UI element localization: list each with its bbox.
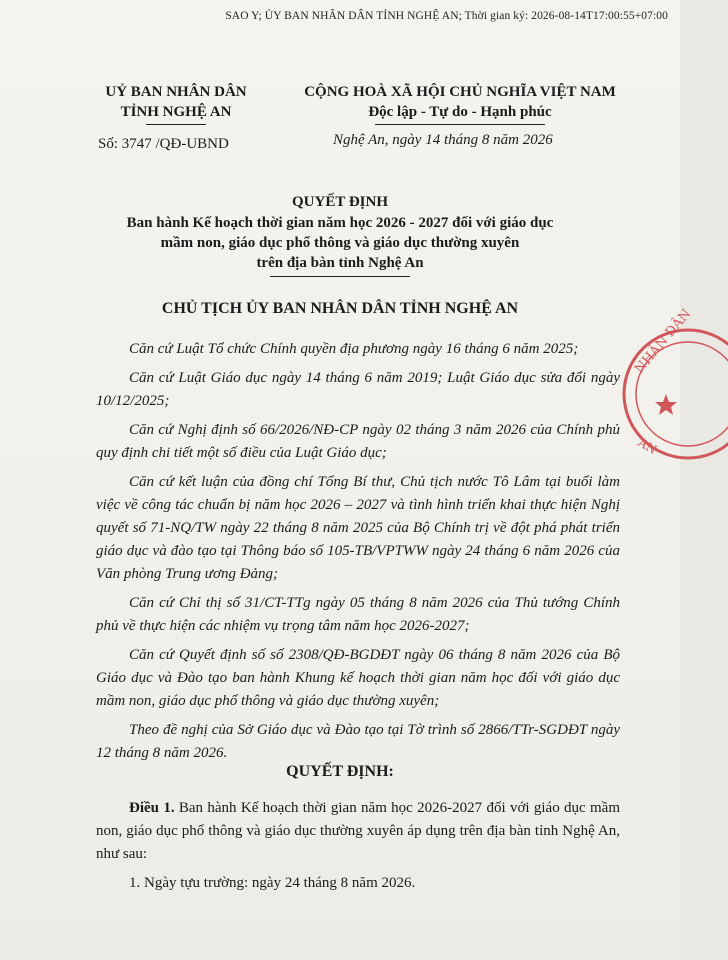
legal-basis-paragraph: Căn cứ kết luận của đồng chí Tổng Bí thư, Chủ tịch nước Tô Lâm tại buổi làm việc về công tác chuẩn bị năm học 2026 – 2027 và tình hình triển khai thực hiện Nghị quyết số 71-NQ/TW ngày 22 tháng 8 năm 2025 của Bộ Chính trị về đột phá phát triển giáo dục và đào tạo tại Thông báo số 105-TB/VPTWW ngày 24 tháng 6 năm 2026 của Văn phòng Trung ương Đảng; (96, 474, 620, 582)
article-1 (96, 797, 620, 901)
authority-heading: CHỦ TỊCH ỦY BAN NHÂN DÂN TỈNH NGHỆ AN (161, 300, 519, 317)
article-1-label: Điều 1. (129, 800, 175, 816)
document-number: Số: 3747 /QĐ-UBND (98, 136, 229, 152)
issuer-underline (146, 124, 206, 125)
article-1-item-1: 1. Ngày tựu trường: ngày 24 tháng 8 năm 2026. (129, 875, 416, 891)
legal-basis-paragraph: Căn cứ Quyết định số số 2308/QĐ-BGDĐT ngày 06 tháng 8 năm 2026 của Bộ Giáo dục và Đào tạo ban hành Khung kế hoạch thời gian năm học đối với giáo dục mầm non, giáo dục phổ thông và giáo dục thường xuyên; (96, 647, 620, 709)
issuer-line-2: TỈNH NGHỆ AN (120, 104, 232, 120)
motto-underline (375, 124, 545, 125)
title-underline (270, 276, 410, 277)
title-line-1: Ban hành Kế hoạch thời gian năm học 2026 - 2027 đối với giáo dục (126, 215, 554, 231)
seal-text: NHÂN DÂN (632, 306, 695, 377)
issuer-header (76, 82, 276, 125)
national-motto (290, 82, 630, 125)
place-and-date: Nghệ An, ngày 14 tháng 8 năm 2026 (333, 132, 553, 148)
legal-basis-paragraph: Căn cứ Luật Giáo dục ngày 14 tháng 6 năm 2019; Luật Giáo dục sửa đổi ngày 10/12/2025; (96, 370, 620, 409)
title-line-2: mầm non, giáo dục phổ thông và giáo dục thường xuyên (160, 235, 520, 251)
red-seal-stamp (618, 306, 728, 472)
seal-text-bottom: AN (635, 435, 660, 458)
legal-basis-paragraph: Theo đề nghị của Sở Giáo dục và Đào tạo tại Tờ trình số 2866/TTr-SGDĐT ngày 12 tháng 8 năm 2026. (96, 722, 620, 761)
digital-signature-line: SAO Y; ỦY BAN NHÂN DÂN TỈNH NGHỆ AN; Thời gian ký: 2026-08-14T17:00:55+07:00 (225, 10, 668, 22)
legal-basis-paragraph: Căn cứ Chỉ thị số 31/CT-TTg ngày 05 tháng 8 năm 2026 của Thủ tướng Chính phủ về thực hiện các nhiệm vụ trọng tâm năm học 2026-2027; (96, 595, 620, 634)
article-1-text: Ban hành Kế hoạch thời gian năm học 2026-2027 đối với giáo dục mầm non, giáo dục phổ thông và giáo dục thường xuyên áp dụng trên địa bàn tỉnh Nghệ An, như sau: (96, 800, 620, 862)
article-1-paragraph (96, 797, 620, 866)
legal-bases (96, 338, 620, 771)
legal-basis-paragraph: Căn cứ Luật Tổ chức Chính quyền địa phương ngày 16 tháng 6 năm 2025; (129, 341, 579, 357)
title-line-3: trên địa bàn tỉnh Nghệ An (256, 255, 424, 271)
motto-line-2: Độc lập - Tự do - Hạnh phúc (368, 104, 552, 120)
title-heading: QUYẾT ĐỊNH (292, 194, 388, 210)
seal-star-icon (655, 394, 677, 415)
issuer-line-1: UỶ BAN NHÂN DÂN (105, 84, 247, 100)
decision-heading: QUYẾT ĐỊNH: (286, 763, 394, 780)
motto-line-1: CỘNG HOÀ XÃ HỘI CHỦ NGHĨA VIỆT NAM (304, 84, 616, 100)
document-title (90, 192, 590, 277)
legal-basis-paragraph: Căn cứ Nghị định số 66/2026/NĐ-CP ngày 02 tháng 3 năm 2026 của Chính phủ quy định chi tiết một số điều của Luật Giáo dục; (96, 422, 620, 461)
